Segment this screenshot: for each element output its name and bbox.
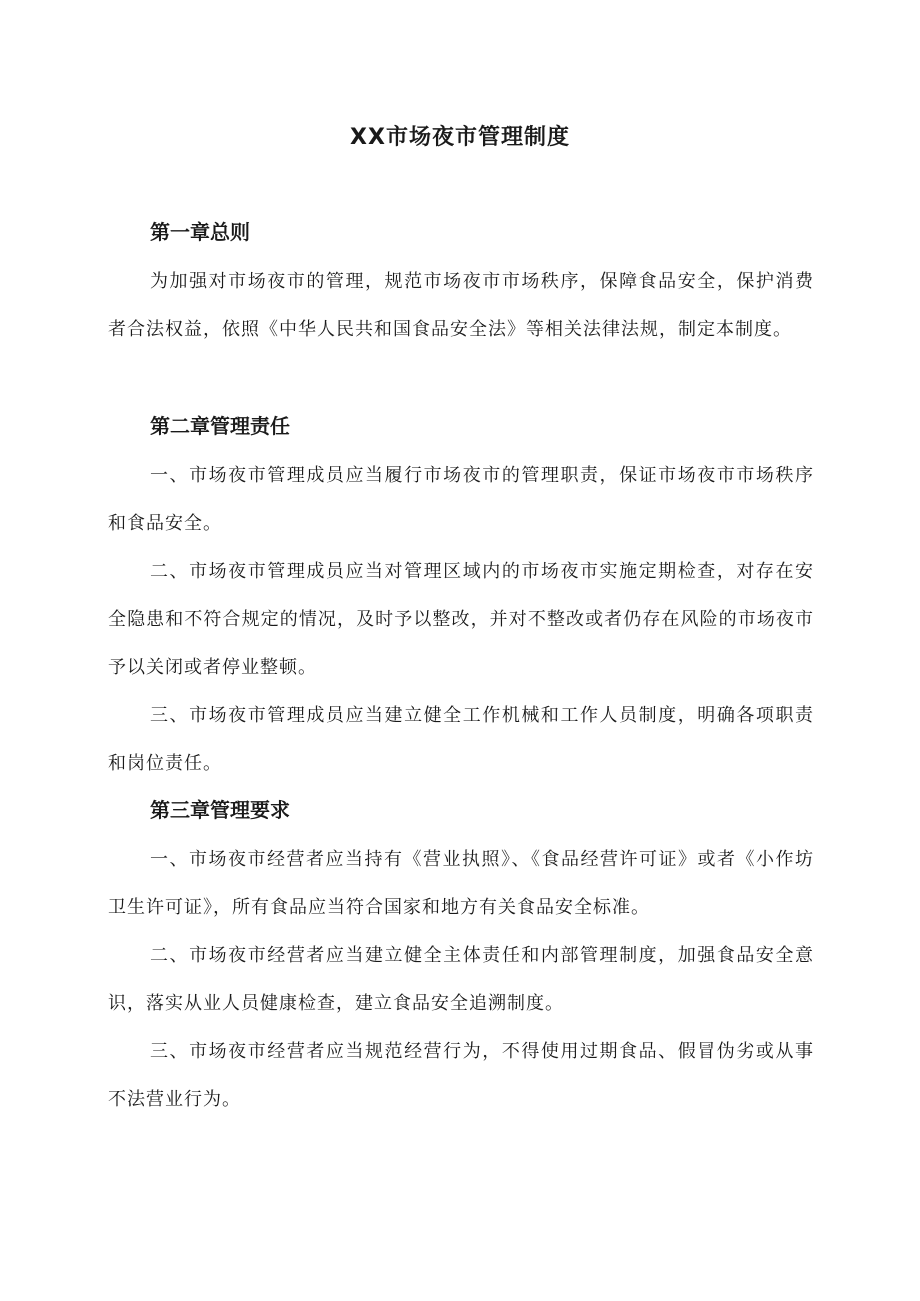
chapter-1-paragraph-1: 为加强对市场夜市的管理，规范市场夜市市场秩序，保障食品安全，保护消费者合法权益，依照《中华人民共和国食品安全法》等相关法律法规，制定本制度。: [108, 271, 814, 340]
chapter-3-heading: 第三章管理要求: [150, 798, 290, 822]
chapter-2-heading: 第二章管理责任: [150, 414, 290, 438]
chapter-1-heading: 第一章总则: [150, 220, 250, 244]
chapter-2-paragraph-2: 二、市场夜市管理成员应当对管理区域内的市场夜市实施定期检查，对存在安全隐患和不符合规定的情况，及时予以整改，并对不整改或者仍存在风险的市场夜市予以关闭或者停业整顿。: [108, 561, 814, 678]
chapter-3-paragraph-2: 二、市场夜市经营者应当建立健全主体责任和内部管理制度，加强食品安全意识，落实从业人员健康检查，建立食品安全追溯制度。: [108, 945, 814, 1014]
chapter-3-paragraph-3: 三、市场夜市经营者应当规范经营行为，不得使用过期食品、假冒伪劣或从事不法营业行为。: [108, 1041, 814, 1110]
chapter-2-paragraph-3: 三、市场夜市管理成员应当建立健全工作机械和工作人员制度，明确各项职责和岗位责任。: [108, 705, 814, 774]
chapter-2-paragraph-1: 一、市场夜市管理成员应当履行市场夜市的管理职责，保证市场夜市市场秩序和食品安全。: [108, 465, 814, 534]
document-title: XX市场夜市管理制度: [350, 125, 570, 150]
chapter-3-paragraph-1: 一、市场夜市经营者应当持有《营业执照》、《食品经营许可证》或者《小作坊卫生许可证》，所有食品应当符合国家和地方有关食品安全标准。: [108, 849, 814, 918]
